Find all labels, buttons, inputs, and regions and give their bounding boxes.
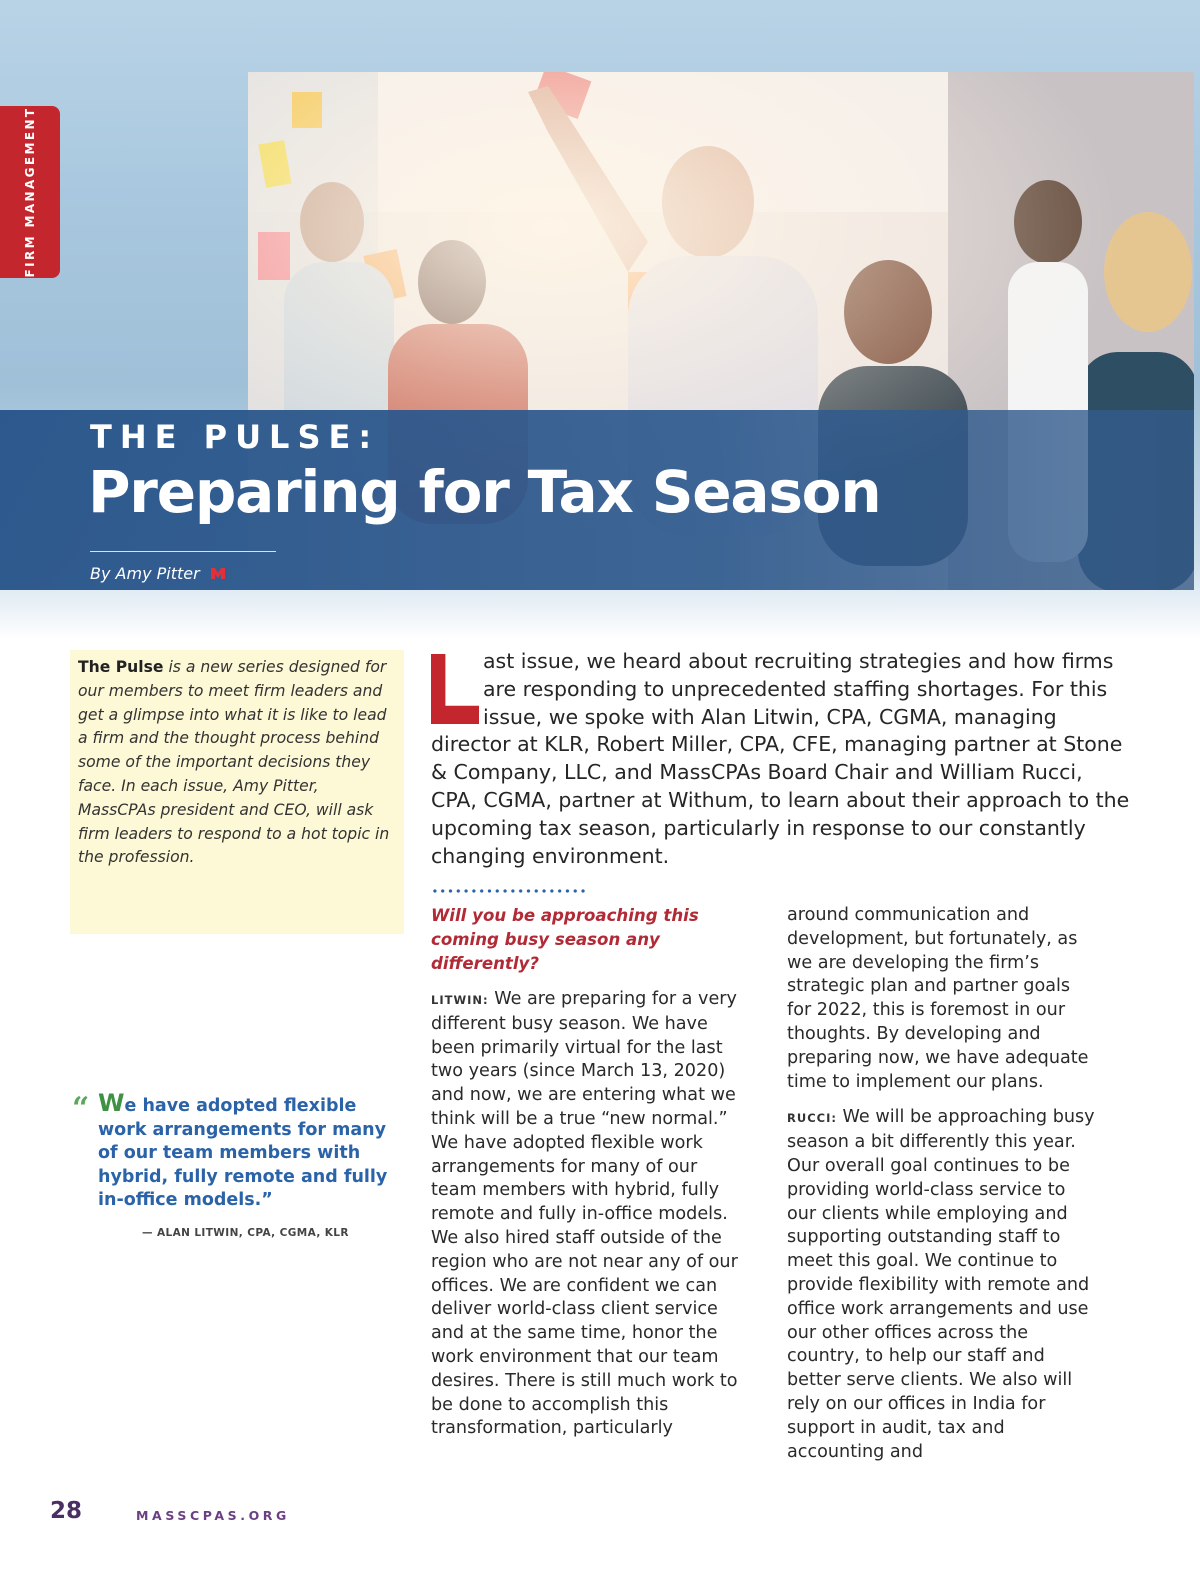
pull-quote-body: e have adopted flexible work arrangements for many of our team members with hybrid, fully remote and fully in-office models.” <box>98 1096 388 1211</box>
litwin-answer <box>431 988 741 1441</box>
series-intro-text <box>78 656 394 870</box>
lead-text: ast issue, we heard about recruiting strategies and how firms are responding to unprecedented staffing shortages. For this issue, we spoke with Alan Litwin, CPA, CGMA, managing director at KLR, Robert Miller, CPA, CFE, managing partner at Stone & Company, LLC, and MassCPAs Board Chair and William Rucci, CPA, CGMA, partner at Withum, to learn about their approach to the upcoming tax season, particularly in response to our constantly changing environment. <box>431 649 1130 868</box>
quote-mark-icon: “ <box>72 1091 90 1126</box>
series-intro-body: is a new series designed for our members to meet firm leaders and get a glimpse into what it is like to lead a firm and the thought process behind some of the important decisions they face. In each issue, Amy Pitter, MassCPAs president and CEO, will ask firm leaders to respond to a hot topic in the profession. <box>78 658 390 867</box>
byline <box>90 564 225 583</box>
section-tab-label: FIRM MANAGEMENT <box>23 106 37 278</box>
drop-cap <box>431 654 479 724</box>
dotted-divider <box>431 888 587 894</box>
byline-divider <box>90 551 276 552</box>
series-name: The Pulse <box>78 658 164 676</box>
series-intro-box <box>70 650 404 934</box>
site-url[interactable]: MASSCPAS.ORG <box>136 1508 290 1523</box>
pull-quote-text <box>98 1089 392 1213</box>
lead-paragraph <box>431 648 1131 870</box>
pull-quote-attribution: — ALAN LITWIN, CPA, CGMA, KLR <box>142 1226 349 1239</box>
byline-text: By Amy Pitter <box>90 564 200 583</box>
masscpas-mark-icon <box>211 568 225 579</box>
rucci-answer <box>787 1106 1097 1464</box>
litwin-answer-text: We are preparing for a very different busy season. We have been primarily virtual for the last two years (since March 13, 2020) and now, we are entering what we think will be a true “new normal.” We have adopted flexible work arrangements for many of our team members with hybrid, fully remote and fully in-office models. We also hired staff outside of the region who are not near any of our offices. We are confident we can deliver world-class client service and at the same time, honor the work environment that our team desires. There is still much work to be done to accomplish this transformation, particularly <box>431 989 738 1439</box>
article-column-2 <box>787 904 1097 1464</box>
article-column-1 <box>431 904 741 1441</box>
speaker-label-rucci: RUCCI: <box>787 1111 837 1126</box>
litwin-answer-continued: around communication and development, but fortunately, as we are developing the firm’s strategic plan and partner goals for 2022, this is foremost in our thoughts. By developing and preparing now, we have adequate time to implement our plans. <box>787 905 1089 1092</box>
speaker-label-litwin: LITWIN: <box>431 993 489 1007</box>
pull-quote-initial: W <box>98 1089 125 1117</box>
page-number: 28 <box>50 1498 83 1524</box>
pull-quote <box>72 1089 392 1239</box>
article-title: Preparing for Tax Season <box>88 458 881 526</box>
interview-question: Will you be approaching this coming busy season any differently? <box>431 906 699 973</box>
article-kicker: THE PULSE: <box>90 418 380 456</box>
section-tab <box>0 106 60 278</box>
rucci-answer-text: We will be approaching busy season a bit differently this year. Our overall goal continues to be providing world-class service to our clients while employing and supporting outstanding staff to meet this goal. We continue to provide flexibility with remote and office work arrangements and use our other offices across the country, to help our staff and better serve clients. We also will rely on our offices in India for support in audit, tax and accounting and <box>787 1107 1095 1462</box>
